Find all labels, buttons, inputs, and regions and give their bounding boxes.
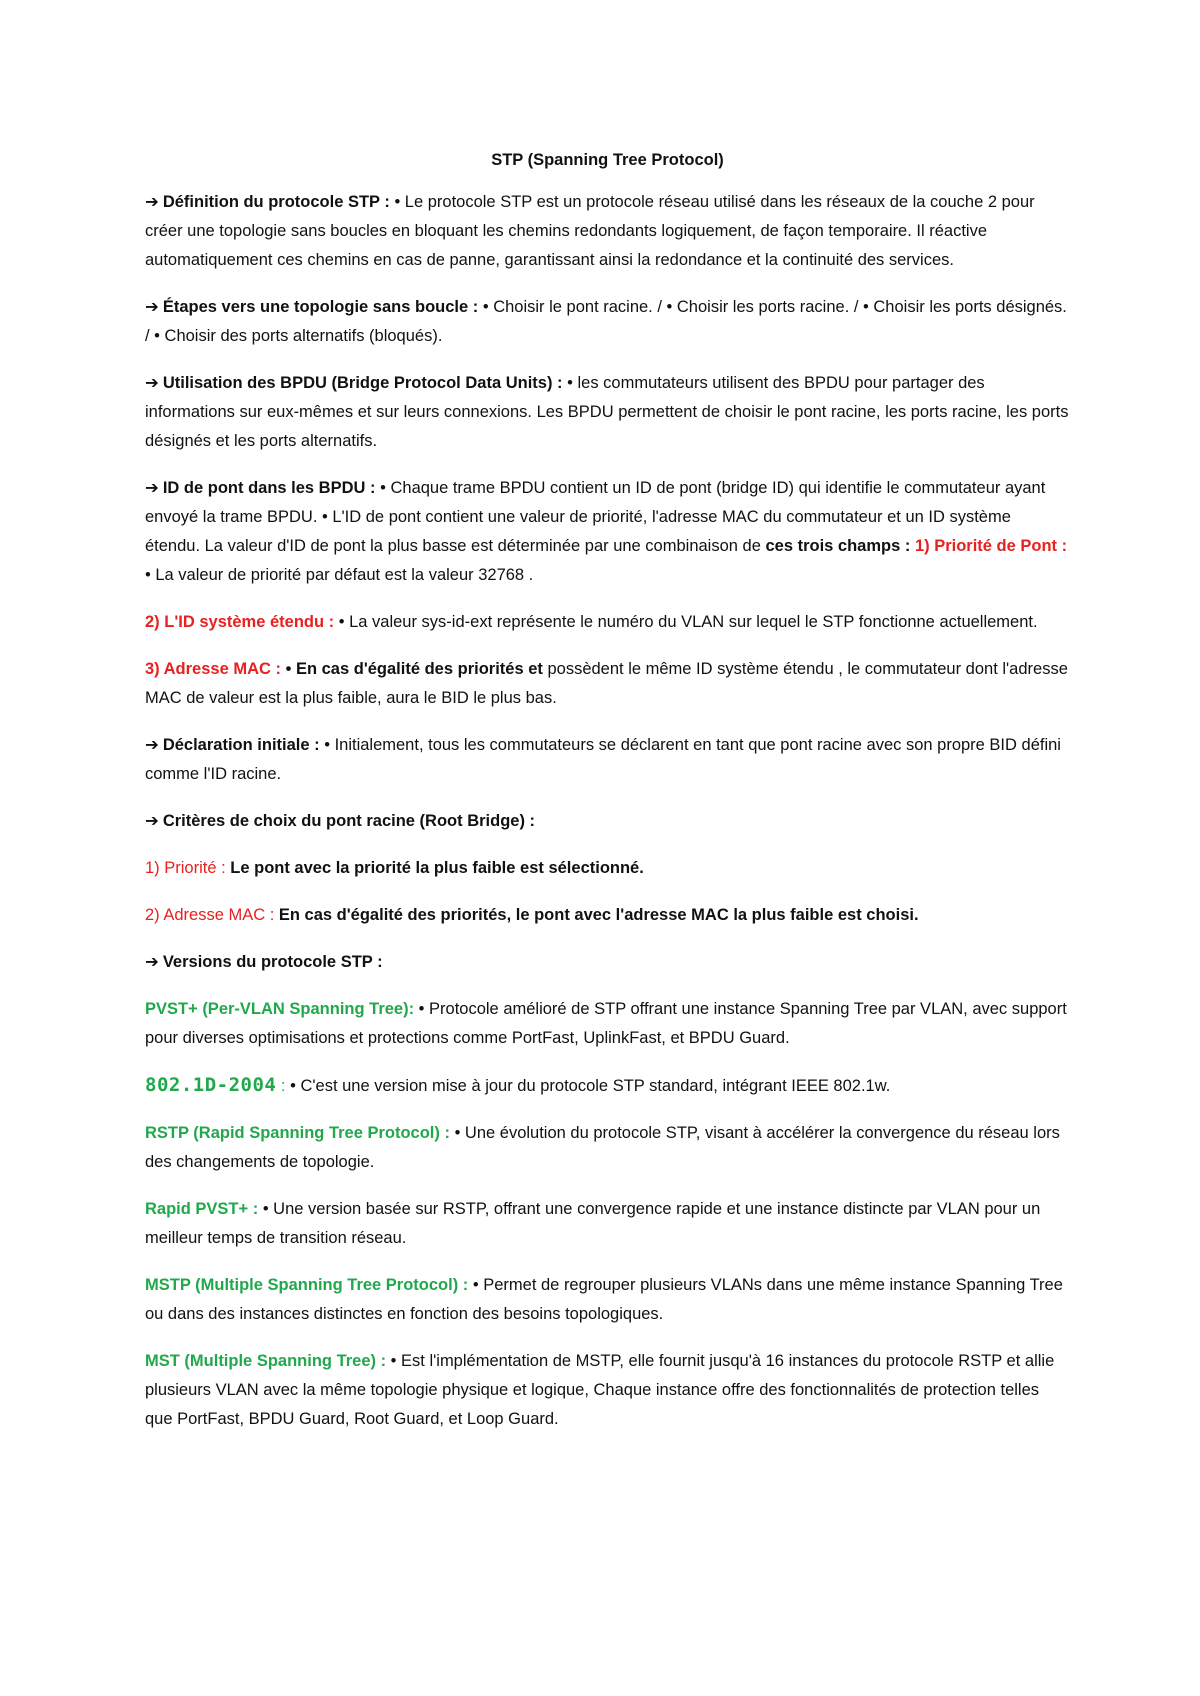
arrow-icon: ➔ xyxy=(145,298,159,316)
section-text: • Chaque trame BPDU contient un ID de pont (bridge ID) qui identifie le commutateur ayant envoyé la trame BPDU. • L'ID de pont contient une valeur de priorité, l'adresse MAC du commutateur et un ID système étendu. La valeur d'ID de pont la plus basse est déterminée par une combinaison de xyxy=(145,479,1046,555)
criterion-label: 2) Adresse MAC : xyxy=(145,906,279,924)
section-label: 2) L'ID système étendu : xyxy=(145,613,339,631)
section-mac xyxy=(145,655,1070,713)
version-rstp xyxy=(145,1119,1070,1177)
section-label: Critères de choix du pont racine (Root Bridge) : xyxy=(162,812,536,830)
version-separator: : xyxy=(276,1077,291,1095)
section-label: Définition du protocole STP : xyxy=(162,193,395,211)
version-mst xyxy=(145,1347,1070,1434)
section-definition xyxy=(145,188,1070,275)
section-label: ID de pont dans les BPDU : xyxy=(162,479,381,497)
version-label: 802.1D-2004 xyxy=(145,1074,277,1096)
arrow-icon: ➔ xyxy=(145,479,159,497)
version-label: MSTP (Multiple Spanning Tree Protocol) : xyxy=(145,1276,473,1294)
version-802-1d xyxy=(145,1071,1070,1101)
section-bold-text: • En cas d'égalité des priorités et xyxy=(285,660,548,678)
section-id-pont xyxy=(145,474,1070,590)
section-label: 3) Adresse MAC : xyxy=(145,660,286,678)
version-text: • Une évolution du protocole STP, visant à accélérer la convergence du réseau lors des changements de topologie. xyxy=(145,1124,1060,1171)
arrow-icon: ➔ xyxy=(145,812,159,830)
version-text: • Une version basée sur RSTP, offrant une convergence rapide et une instance distincte par VLAN pour un meilleur temps de transition réseau. xyxy=(145,1200,1041,1247)
section-text: • Initialement, tous les commutateurs se déclarent en tant que pont racine avec son propre BID défini comme l'ID racine. xyxy=(145,736,1061,783)
version-text: • Permet de regrouper plusieurs VLANs dans une même instance Spanning Tree ou dans des instances distinctes en fonction des besoins topologiques. xyxy=(145,1276,1063,1323)
priority-label: 1) Priorité de Pont : xyxy=(914,537,1068,555)
section-declaration xyxy=(145,731,1070,789)
section-text: • La valeur sys-id-ext représente le numéro du VLAN sur lequel le STP fonctionne actuellement. xyxy=(338,613,1038,631)
version-text: • Est l'implémentation de MSTP, elle fournit jusqu'à 16 instances du protocole RSTP et allie plusieurs VLAN avec la même topologie physique et logique, Chaque instance offre des fonctionnalités de protection telles que PortFast, BPDU Guard, Root Guard, et Loop Guard. xyxy=(145,1352,1055,1428)
section-text: • Le protocole STP est un protocole réseau utilisé dans les réseaux de la couche 2 pour créer une topologie sans boucles en bloquant les chemins redondants logiquement, de façon temporaire. Il réactive automatiquement ces chemins en cas de panne, garantissant ainsi la redondance et la continuité des services. xyxy=(145,193,1035,269)
version-rapid-pvst xyxy=(145,1195,1070,1253)
arrow-icon: ➔ xyxy=(145,374,159,392)
section-criteres xyxy=(145,807,1070,836)
section-etapes xyxy=(145,293,1070,351)
section-label: Déclaration initiale : xyxy=(162,736,325,754)
criterion-text: Le pont avec la priorité la plus faible est sélectionné. xyxy=(230,859,644,877)
section-label: Versions du protocole STP : xyxy=(162,953,383,971)
arrow-icon: ➔ xyxy=(145,193,159,211)
version-label: PVST+ (Per-VLAN Spanning Tree): xyxy=(145,1000,419,1018)
version-mstp xyxy=(145,1271,1070,1329)
page-title: STP (Spanning Tree Protocol) xyxy=(491,151,724,169)
section-bold-text: ces trois champs : xyxy=(765,537,915,555)
version-text: • C'est une version mise à jour du protocole STP standard, intégrant IEEE 802.1w. xyxy=(290,1077,891,1095)
version-label: RSTP (Rapid Spanning Tree Protocol) : xyxy=(145,1124,455,1142)
arrow-icon: ➔ xyxy=(145,736,159,754)
criterion-priority xyxy=(145,854,1070,883)
section-label: Utilisation des BPDU (Bridge Protocol Data Units) : xyxy=(162,374,568,392)
section-bpdu xyxy=(145,369,1070,456)
criterion-text: En cas d'égalité des priorités, le pont avec l'adresse MAC la plus faible est choisi. xyxy=(278,906,919,924)
section-sys-id xyxy=(145,608,1070,637)
criterion-mac xyxy=(145,901,1070,930)
criterion-label: 1) Priorité : xyxy=(145,859,231,877)
arrow-icon: ➔ xyxy=(145,953,159,971)
section-versions xyxy=(145,948,1070,977)
version-text: • Protocole amélioré de STP offrant une instance Spanning Tree par VLAN, avec support pour diverses optimisations et protections comme PortFast, UplinkFast, et BPDU Guard. xyxy=(145,1000,1067,1047)
version-label: Rapid PVST+ : xyxy=(145,1200,263,1218)
section-text: • La valeur de priorité par défaut est la valeur 32768 . xyxy=(145,566,534,584)
section-text: possèdent le même ID système étendu , le commutateur dont l'adresse MAC de valeur est la plus faible, aura le BID le plus bas. xyxy=(145,660,1068,707)
section-text: • les commutateurs utilisent des BPDU pour partager des informations sur eux-mêmes et sur leurs connexions. Les BPDU permettent de choisir le pont racine, les ports racine, les ports désignés et les ports alternatifs. xyxy=(145,374,1069,450)
document-body xyxy=(145,146,1070,1452)
version-label: MST (Multiple Spanning Tree) : xyxy=(145,1352,391,1370)
section-text: • Choisir le pont racine. / • Choisir les ports racine. / • Choisir les ports désignés. / • Choisir des ports alternatifs (bloqués). xyxy=(145,298,1067,345)
section-label: Étapes vers une topologie sans boucle : xyxy=(162,298,483,316)
version-pvst xyxy=(145,995,1070,1053)
